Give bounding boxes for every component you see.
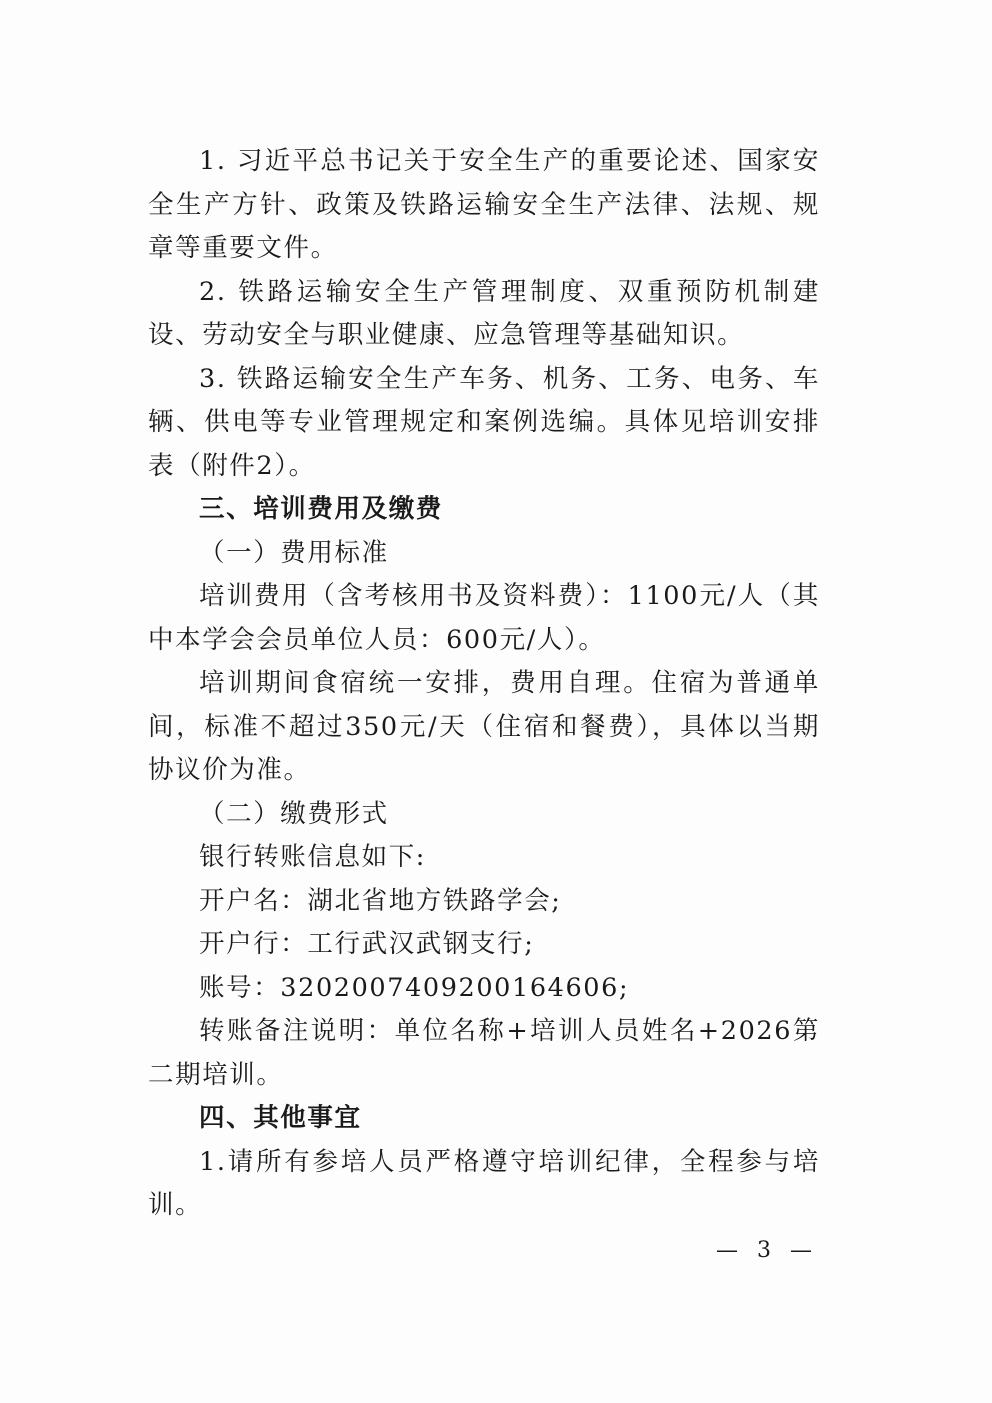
section-heading-fees: 三、培训费用及缴费 — [199, 494, 443, 524]
training-fee-paragraph: 培训费用（含考核用书及资料费）：1100元/人（其中本学会会员单位人员：600元/人）。 — [148, 581, 820, 655]
bank-branch: 开户行：工行武汉武钢支行; — [199, 929, 535, 959]
document-body — [148, 140, 820, 1228]
accommodation-paragraph: 培训期间食宿统一安排，费用自理。住宿为普通单间，标准不超过350元/天（住宿和餐费），具体以当期协议价为准。 — [148, 668, 820, 785]
content-item-1: 1. 习近平总书记关于安全生产的重要论述、国家安全生产方针、政策及铁路运输安全生产法律、法规、规章等重要文件。 — [148, 146, 820, 263]
section-heading-other-matters: 四、其他事宜 — [199, 1103, 362, 1133]
content-item-3: 3. 铁路运输安全生产车务、机务、工务、电务、车辆、供电等专业管理规定和案例选编。具体见培训安排表（附件2）。 — [148, 363, 820, 481]
transfer-remark: 转账备注说明：单位名称+培训人员姓名+2026第二期培训。 — [148, 1016, 820, 1090]
bank-transfer-intro: 银行转账信息如下: — [199, 842, 426, 872]
subsection-heading-fee-standard: （一）费用标准 — [199, 537, 389, 568]
subsection-heading-payment-method: （二）缴费形式 — [199, 798, 389, 829]
account-name: 开户名：湖北省地方铁路学会; — [199, 885, 562, 916]
content-item-2: 2. 铁路运输安全生产管理制度、双重预防机制建设、劳动安全与职业健康、应急管理等基础知识。 — [148, 276, 820, 350]
other-matter-item-1: 1.请所有参培人员严格遵守培训纪律，全程参与培训。 — [148, 1146, 820, 1220]
account-number: 账号：3202007409200164606; — [199, 972, 630, 1003]
page-number: — 3 — — [716, 1238, 818, 1263]
